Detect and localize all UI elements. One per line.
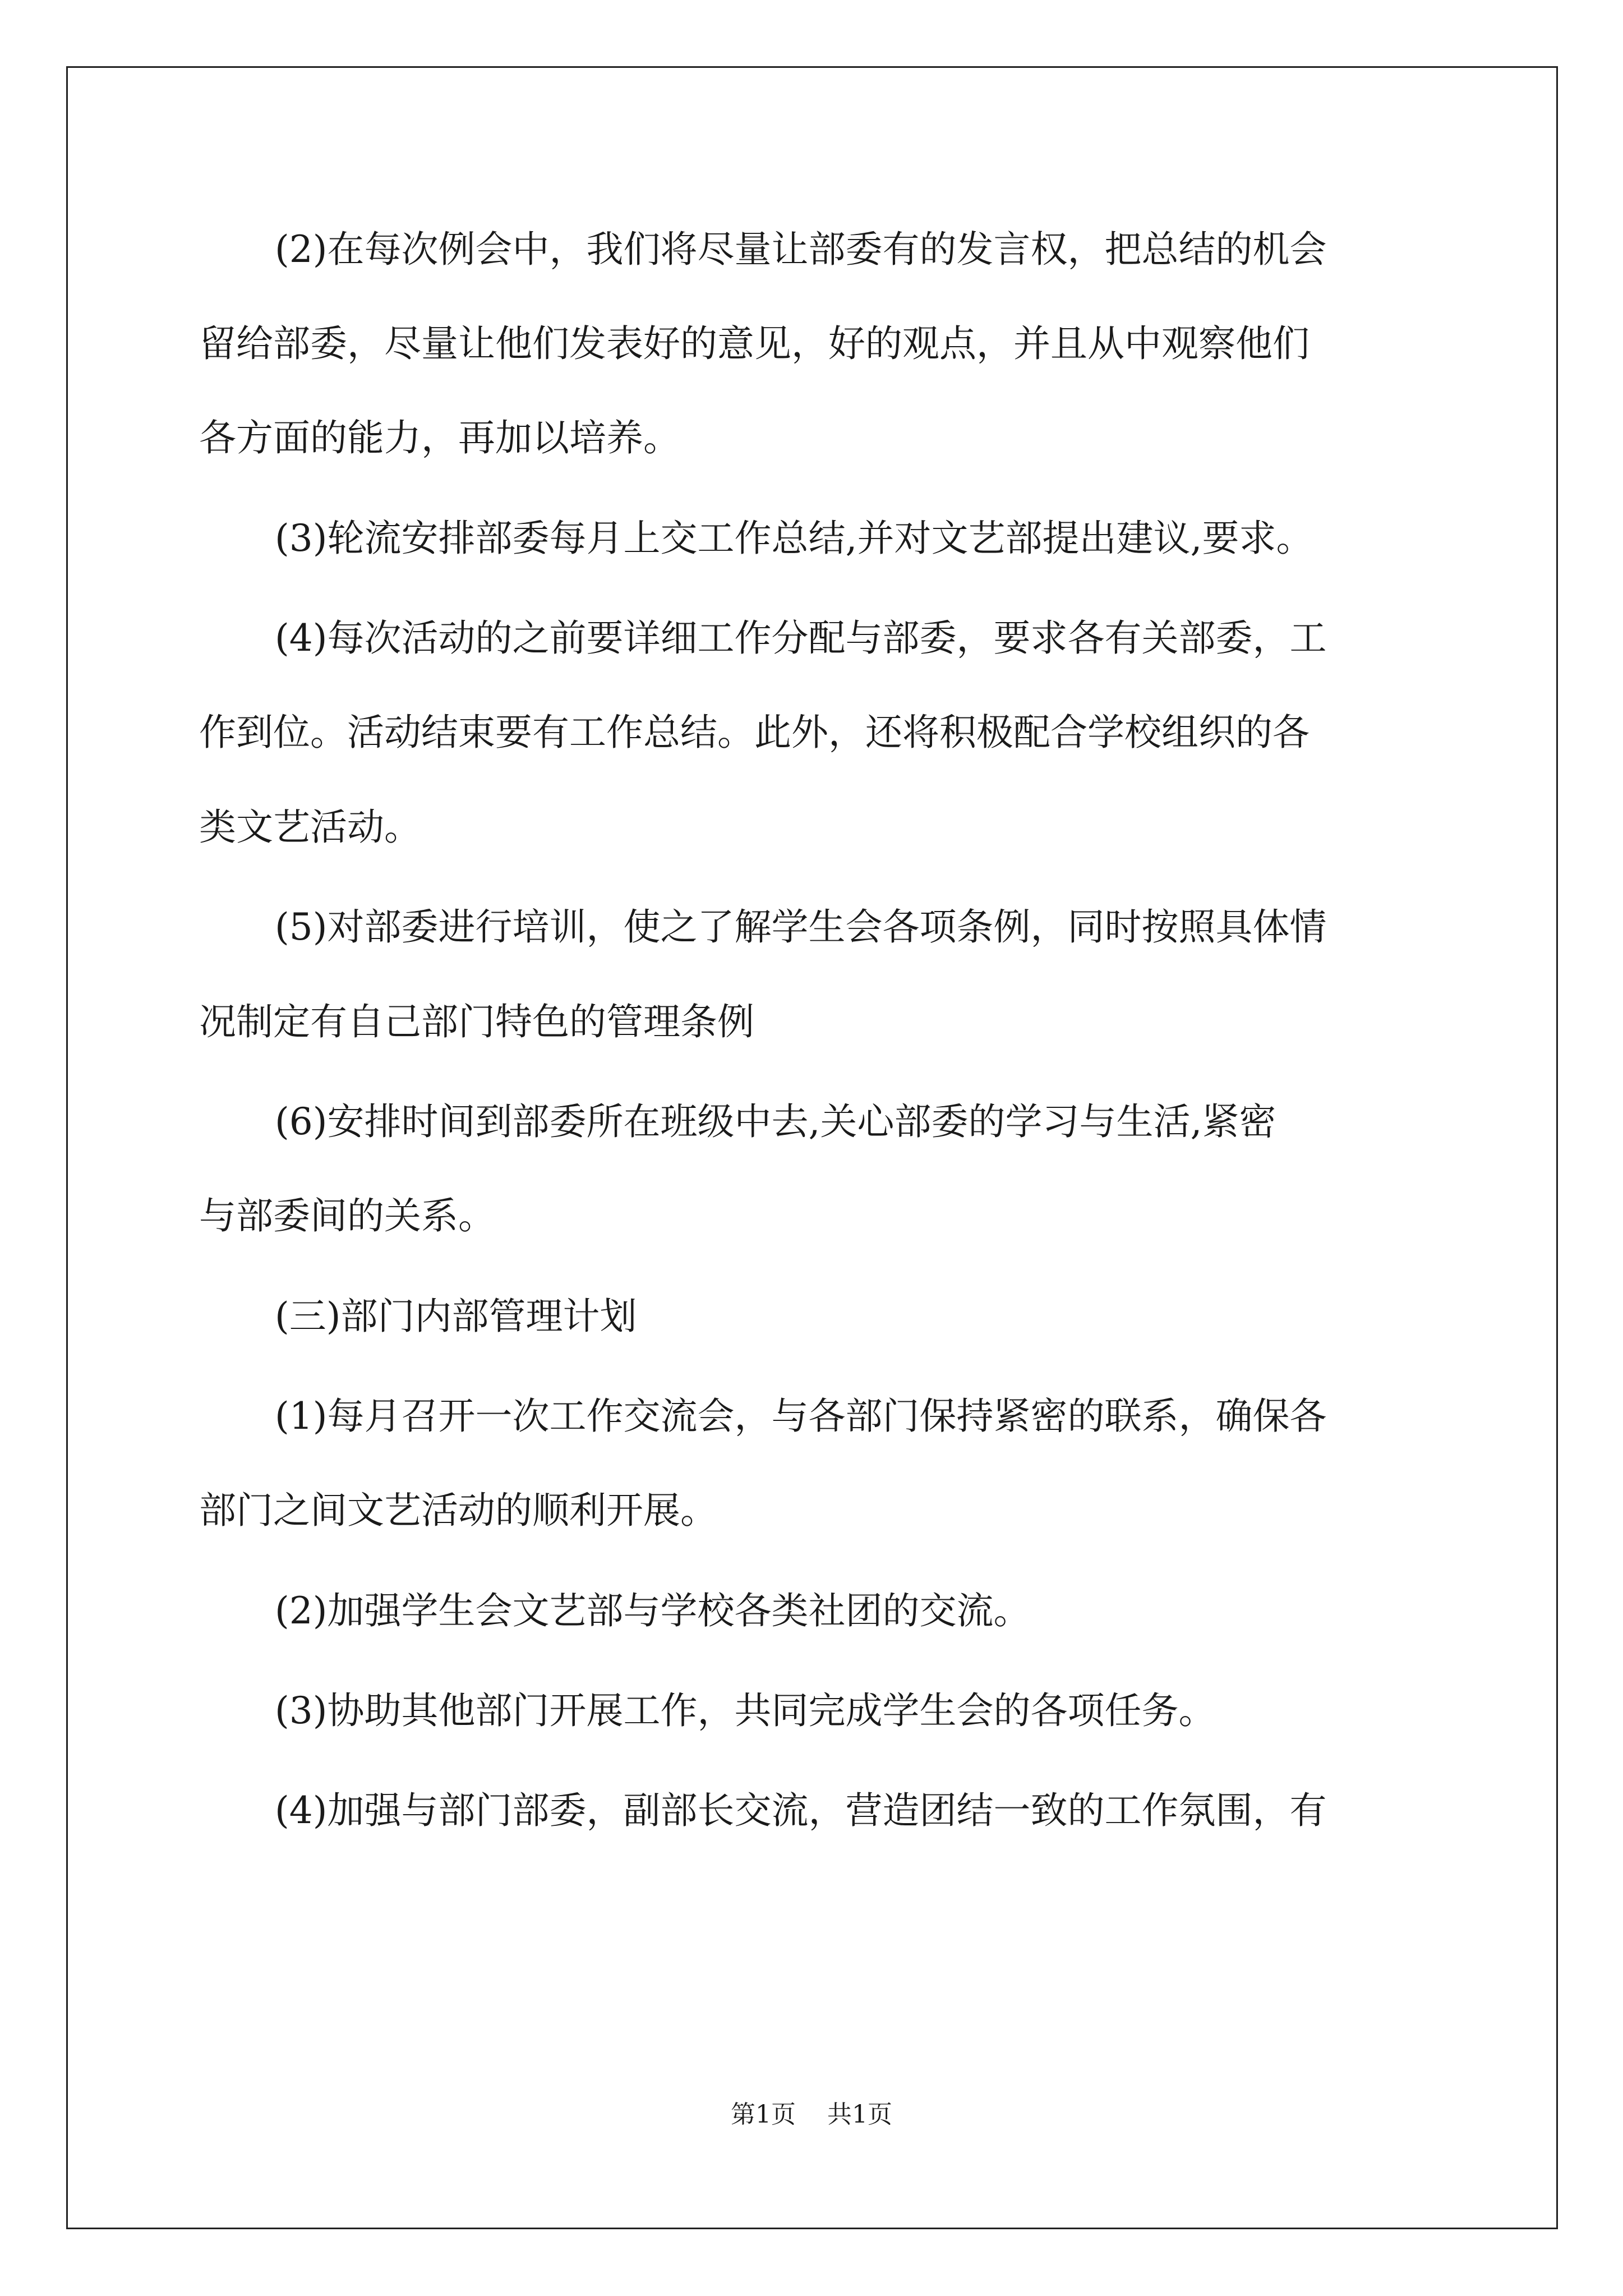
text-line: (4)每次活动的之前要详细工作分配与部委，要求各有关部委，工 (275, 616, 1327, 660)
text-line: 作到位。活动结束要有工作总结。此外，还将积极配合学校组织的各 (199, 711, 1310, 754)
page-number-current: 第1页 (731, 2100, 796, 2129)
text-line: (2)加强学生会文艺部与学校各类社团的交流。 (275, 1589, 1031, 1632)
text-line: 况制定有自己部门特色的管理条例 (199, 1000, 754, 1043)
text-line: (3)协助其他部门开展工作，共同完成学生会的各项任务。 (275, 1689, 1216, 1732)
text-line: (1)每月召开一次工作交流会，与各部门保持紧密的联系，确保各 (275, 1395, 1327, 1438)
text-line: 各方面的能力，再加以培养。 (199, 416, 680, 459)
text-line: 与部委间的关系。 (199, 1194, 495, 1237)
text-line: 类文艺活动。 (199, 806, 421, 849)
text-line: (4)加强与部门部委，副部长交流，营造团结一致的工作氛围，有 (275, 1789, 1327, 1832)
text-line: 留给部委，尽量让他们发表好的意见，好的观点，并且从中观察他们 (199, 322, 1310, 365)
text-line: (3)轮流安排部委每月上交工作总结,并对文艺部提出建议,要求。 (275, 517, 1313, 560)
section-heading: (三)部门内部管理计划 (275, 1295, 637, 1338)
page-number-total: 共1页 (827, 2100, 892, 2129)
text-line: (6)安排时间到部委所在班级中去,关心部委的学习与生活,紧密 (275, 1100, 1276, 1143)
page-footer (0, 2098, 1623, 2132)
text-line: 部门之间文艺活动的顺利开展。 (199, 1489, 717, 1532)
text-line: (5)对部委进行培训，使之了解学生会各项条例，同时按照具体情 (275, 905, 1327, 949)
text-line: (2)在每次例会中，我们将尽量让部委有的发言权，把总结的机会 (275, 228, 1327, 271)
